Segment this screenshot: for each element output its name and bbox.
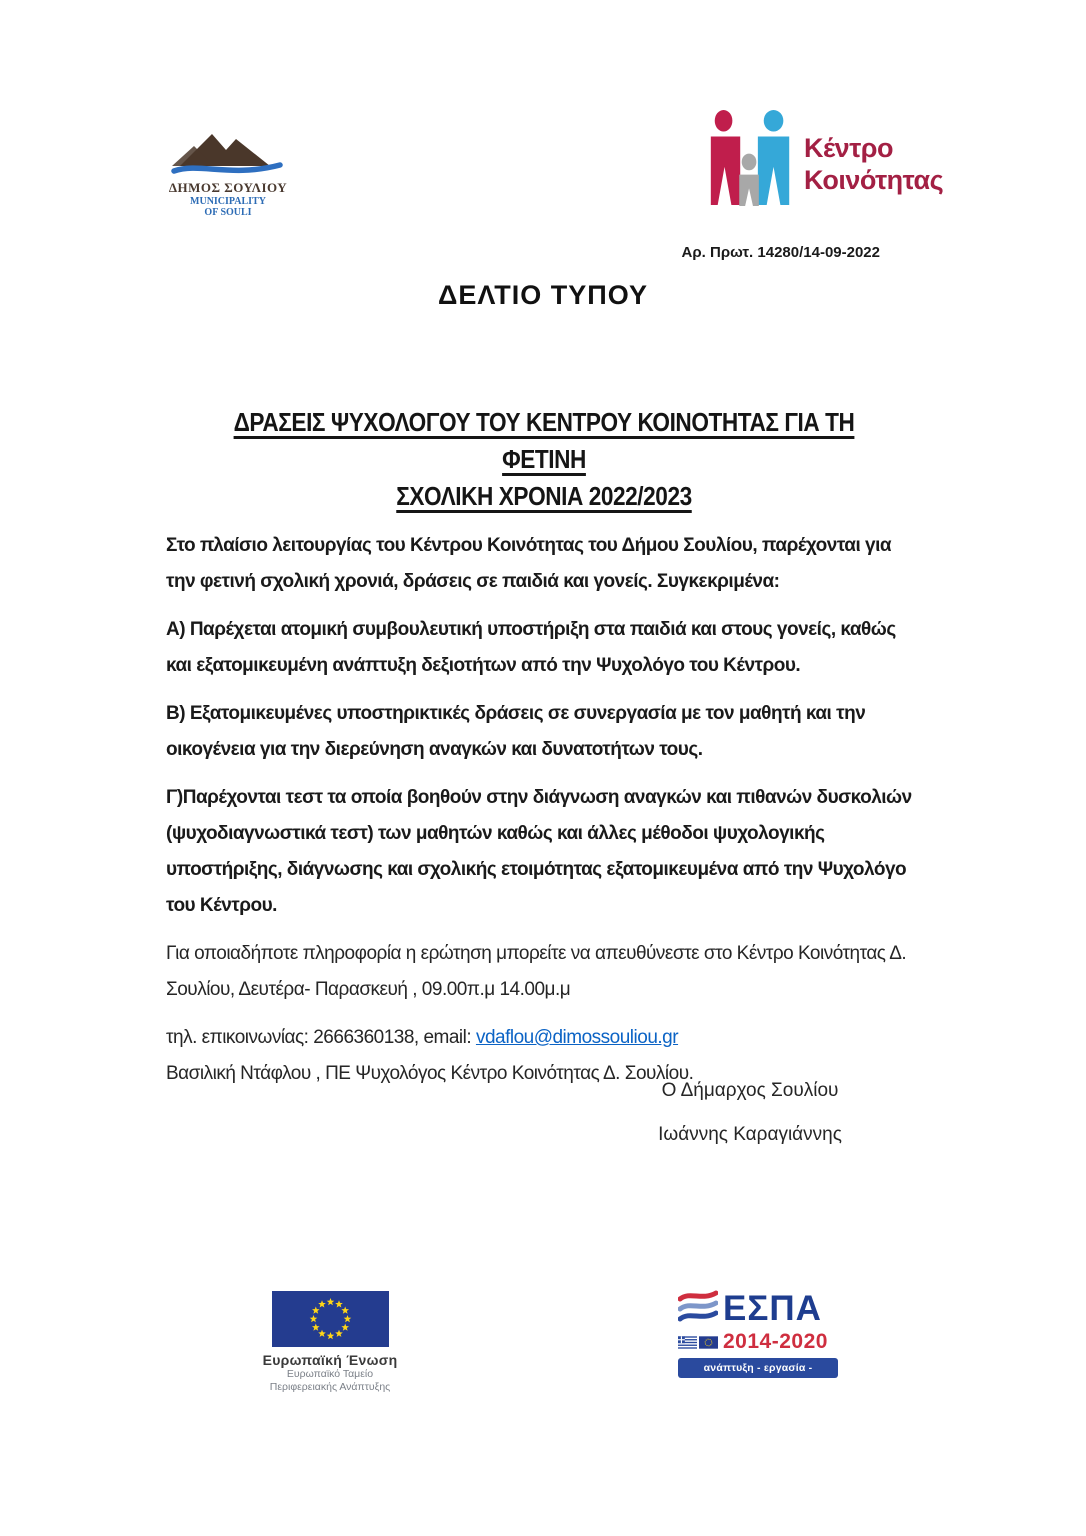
paragraph-intro: Στο πλαίσιο λειτουργίας του Κέντρου Κοινότητας του Δήμου Σουλίου, παρέχονται για την φετινή σχολική χρονιά, δράσεις σε παιδιά και γονείς. Συγκεκριμένα:	[166, 535, 892, 592]
paragraph-info: Για οποιαδήποτε πληροφορία η ερώτηση μπορείτε να απευθύνεστε στο Κέντρο Κοινότητας Δ. Σουλίου, Δευτέρα- Παρασκευή , 09.00π.μ 14.00μ.μ	[166, 943, 907, 1000]
municipality-name: ΔΗΜΟΣ ΣΟΥΛΙΟΥ	[168, 180, 288, 195]
espa-title: ΕΣΠΑ	[723, 1289, 822, 1328]
espa-years: 2014-2020	[723, 1330, 828, 1353]
mountain-wave-icon	[168, 126, 288, 178]
signature-name: Ιωάννης Καραγιάννης	[658, 1124, 842, 1145]
municipality-logo	[164, 126, 292, 218]
municipality-subtitle-line1: MUNICIPALITY	[190, 196, 266, 207]
community-center-name-line1: Κέντρο	[804, 133, 893, 163]
espa-logo	[678, 1289, 838, 1394]
contact-person: Βασιλική Ντάφλου , ΠΕ Ψυχολόγος Κέντρο Κοινότητας Δ. Σουλίου.	[166, 1063, 694, 1084]
community-center-name-line2: Κοινότητας	[804, 165, 944, 195]
document-body	[166, 404, 922, 1104]
email-link[interactable]: vdaflou@dimossouliou.gr	[475, 1027, 679, 1048]
contact-prefix: τηλ. επικοινωνίας: 2666360138, email:	[166, 1027, 476, 1048]
protocol-number: Αρ. Πρωτ. 14280/14-09-2022	[681, 244, 880, 261]
paragraph-item-b: Β) Εξατομικευμένες υποστηρικτικές δράσεις σε συνεργασία με τον μαθητή και την οικογένεια για την διερεύνηση αναγκών και δυνατοτήτων τους.	[166, 703, 866, 760]
eu-logo-block	[254, 1291, 406, 1393]
paragraph-item-a: Α) Παρέχεται ατομική συμβουλευτική υποστήριξη στα παιδιά και στους γονείς, καθώς και εξατομικευμένη ανάπτυξη δεξιοτήτων από την Ψυχολόγο του Κέντρου.	[166, 619, 896, 676]
eu-caption-title: Ευρωπαϊκή Ένωση	[262, 1352, 398, 1368]
community-center-logo	[708, 110, 943, 208]
eu-mini-flag-icon	[699, 1336, 718, 1349]
eu-caption-line3: Περιφερειακής Ανάπτυξης	[269, 1380, 391, 1393]
main-heading	[166, 404, 922, 515]
press-release-title: ΔΕΛΤΙΟ ΤΥΠΟΥ	[438, 280, 648, 310]
heading-line-1: ΔΡΑΣΕΙΣ ΨΥΧΟΛΟΓΟΥ ΤΟΥ ΚΕΝΤΡΟΥ ΚΟΙΝΟΤΗΤΑΣ ΓΙΑ ΤΗ ΦΕΤΙΝΗ	[233, 407, 855, 474]
signature-block	[558, 1080, 942, 1146]
greek-flag-icon	[678, 1336, 697, 1349]
eu-caption-line2: Ευρωπαϊκό Ταμείο	[286, 1368, 374, 1380]
espa-waves-icon	[678, 1290, 718, 1328]
municipality-subtitle-line2: OF SOULI	[204, 207, 252, 218]
espa-tagline-banner: ανάπτυξη - εργασία - αλληλεγγύη	[678, 1358, 838, 1378]
eu-flag-icon	[272, 1291, 389, 1347]
heading-line-2: ΣΧΟΛΙΚΗ ΧΡΟΝΙΑ 2022/2023	[396, 481, 692, 511]
paragraph-item-c: Γ)Παρέχονται τεστ τα οποία βοηθούν στην διάγνωση αναγκών και πιθανών δυσκολιών (ψυχοδιαγνωστικά τεστ) των μαθητών καθώς και άλλες μέθοδοι ψυχολογικής υποστήριξης, διάγνωσης και σχολικής ετοιμότητας εξατομικευμένα από την Ψυχολόγο του Κέντρου.	[166, 787, 912, 916]
family-icon	[708, 110, 794, 208]
signature-role: Ο Δήμαρχος Σουλίου	[661, 1080, 839, 1101]
